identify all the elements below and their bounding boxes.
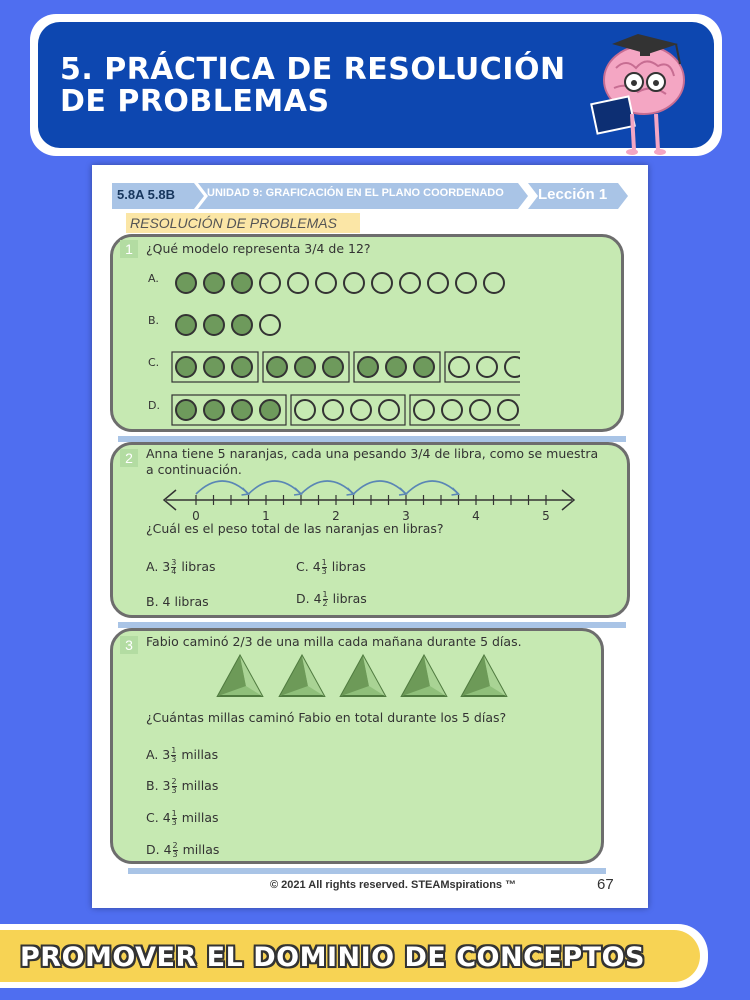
q3-option-a-unit: millas bbox=[181, 747, 219, 762]
q3-option-d-unit: millas bbox=[182, 842, 220, 857]
pyramid-icon bbox=[402, 656, 446, 696]
title-card-inner bbox=[38, 22, 714, 148]
q2-option-d[interactable] bbox=[296, 591, 367, 608]
q1-filled-circle bbox=[267, 357, 287, 377]
q3-option-c-fraction bbox=[172, 810, 177, 827]
tick-label: 4 bbox=[472, 509, 480, 523]
q1-empty-circle bbox=[442, 400, 462, 420]
jump-arc bbox=[196, 481, 249, 494]
q1-option-model[interactable] bbox=[170, 393, 520, 427]
q2-option-d-den: 2 bbox=[322, 599, 328, 608]
q1-empty-circle bbox=[505, 357, 520, 377]
q2-option-c-num: 1 bbox=[321, 558, 327, 567]
q3-option-d-whole: 4 bbox=[163, 842, 172, 857]
jump-arrowhead bbox=[452, 488, 459, 495]
q1-filled-circle bbox=[414, 357, 434, 377]
brain-mascot-icon bbox=[586, 28, 696, 156]
q1-filled-circle bbox=[204, 273, 224, 293]
jump-arc bbox=[406, 481, 459, 494]
q1-filled-circle bbox=[260, 400, 280, 420]
q1-filled-circle bbox=[232, 273, 252, 293]
q2-option-a-den: 4 bbox=[171, 567, 177, 576]
q1-filled-circle bbox=[232, 357, 252, 377]
q2-option-d-letter: D. bbox=[296, 591, 310, 606]
q2-option-c-letter: C. bbox=[296, 559, 309, 574]
q2-option-c-whole: 4 bbox=[312, 559, 321, 574]
q3-option-c-unit: millas bbox=[181, 810, 219, 825]
q1-filled-circle bbox=[295, 357, 315, 377]
q1-filled-circle bbox=[176, 357, 196, 377]
page-title bbox=[60, 54, 600, 118]
q3-option-d-letter: D. bbox=[146, 842, 160, 857]
q1-filled-circle bbox=[204, 400, 224, 420]
q1-empty-circle bbox=[351, 400, 371, 420]
q3-option-c-whole: 4 bbox=[162, 810, 171, 825]
pyramid-row bbox=[210, 654, 510, 698]
q1-empty-circle bbox=[260, 273, 280, 293]
q1-empty-circle bbox=[484, 273, 504, 293]
question-2-subquestion: ¿Cuál es el peso total de las naranjas en libras? bbox=[146, 521, 444, 536]
question-3-number: 3 bbox=[120, 636, 138, 654]
q1-empty-circle bbox=[316, 273, 336, 293]
q3-option-a[interactable] bbox=[146, 747, 218, 764]
tick-label: 1 bbox=[262, 509, 270, 523]
q3-option-d-den: 3 bbox=[172, 850, 178, 859]
tick-label: 2 bbox=[332, 509, 340, 523]
number-line bbox=[160, 470, 580, 524]
bottom-banner bbox=[0, 924, 708, 988]
copyright-text: © 2021 All rights reserved. STEAMspirations ™ bbox=[270, 879, 517, 891]
q3-option-b-fraction bbox=[172, 778, 177, 795]
q3-option-b-whole: 3 bbox=[162, 778, 171, 793]
q3-option-b-num: 2 bbox=[171, 777, 177, 786]
q1-empty-circle bbox=[414, 400, 434, 420]
bottom-banner-inner bbox=[0, 930, 700, 982]
q1-option-letter: C. bbox=[148, 356, 160, 369]
q1-filled-circle bbox=[232, 315, 252, 335]
jump-arrowhead bbox=[347, 488, 354, 495]
tick-label: 0 bbox=[192, 509, 200, 523]
q2-option-a[interactable] bbox=[146, 559, 216, 576]
q1-option-model[interactable] bbox=[170, 350, 520, 384]
q2-option-a-num: 3 bbox=[171, 558, 177, 567]
jump-arc bbox=[301, 481, 354, 494]
q3-option-d-num: 2 bbox=[172, 841, 178, 850]
lesson-label: Lección 1 bbox=[538, 186, 608, 203]
q2-option-d-unit: libras bbox=[332, 591, 367, 606]
question-1-text: ¿Qué modelo representa 3/4 de 12? bbox=[146, 241, 371, 256]
q1-empty-circle bbox=[379, 400, 399, 420]
q3-option-c-letter: C. bbox=[146, 810, 159, 825]
q1-empty-circle bbox=[372, 273, 392, 293]
question-3-text: Fabio caminó 2/3 de una milla cada mañana durante 5 días. bbox=[146, 634, 522, 649]
standards-label bbox=[114, 183, 204, 208]
q3-option-c-num: 1 bbox=[171, 809, 177, 818]
page-title-line2: DE PROBLEMAS bbox=[60, 84, 330, 119]
title-card bbox=[30, 14, 722, 156]
q3-option-c-den: 3 bbox=[171, 818, 177, 827]
page-number: 67 bbox=[597, 876, 614, 893]
q1-empty-circle bbox=[498, 400, 518, 420]
q3-option-a-num: 1 bbox=[171, 746, 177, 755]
q2-option-c-unit: libras bbox=[331, 559, 366, 574]
q1-empty-circle bbox=[344, 273, 364, 293]
pyramid-icon bbox=[462, 656, 506, 696]
divider-3 bbox=[128, 868, 606, 874]
q1-filled-circle bbox=[232, 400, 252, 420]
q1-empty-circle bbox=[288, 273, 308, 293]
question-2-text-line2: a continuación. bbox=[146, 462, 242, 477]
q1-empty-circle bbox=[260, 315, 280, 335]
jump-arc bbox=[354, 481, 407, 494]
q2-option-a-letter: A. bbox=[146, 559, 159, 574]
question-3-subquestion: ¿Cuántas millas caminó Fabio en total durante los 5 días? bbox=[146, 710, 507, 725]
q1-empty-circle bbox=[470, 400, 490, 420]
question-2-text-line1: Anna tiene 5 naranjas, cada una pesando 3/4 de libra, como se muestra bbox=[146, 446, 599, 461]
q2-option-d-num: 1 bbox=[322, 590, 328, 599]
jump-arrowhead bbox=[242, 488, 249, 495]
q2-option-c[interactable] bbox=[296, 559, 366, 576]
q1-option-letter: D. bbox=[148, 399, 160, 412]
q1-filled-circle bbox=[323, 357, 343, 377]
q3-option-a-whole: 3 bbox=[162, 747, 171, 762]
tick-label: 3 bbox=[402, 509, 410, 523]
q1-option-model[interactable] bbox=[170, 266, 520, 300]
pyramid-icon bbox=[218, 656, 262, 696]
q3-option-b-letter: B. bbox=[146, 778, 159, 793]
q3-option-b[interactable] bbox=[146, 778, 218, 795]
bottom-banner-text: PROMOVER EL DOMINIO DE CONCEPTOS bbox=[20, 942, 645, 973]
q2-option-c-fraction bbox=[322, 559, 327, 576]
q2-option-a-unit: libras bbox=[181, 559, 216, 574]
q1-option-letter: A. bbox=[148, 272, 159, 285]
q1-filled-circle bbox=[386, 357, 406, 377]
q3-option-b-den: 3 bbox=[171, 786, 177, 795]
q1-option-model[interactable] bbox=[170, 308, 520, 342]
q3-option-a-den: 3 bbox=[171, 755, 177, 764]
q1-filled-circle bbox=[176, 315, 196, 335]
q3-option-a-letter: A. bbox=[146, 747, 159, 762]
pyramid-icon bbox=[341, 656, 385, 696]
q1-empty-circle bbox=[400, 273, 420, 293]
question-1-number: 1 bbox=[120, 240, 138, 258]
q1-filled-circle bbox=[204, 357, 224, 377]
q2-option-c-den: 3 bbox=[321, 567, 327, 576]
q1-empty-circle bbox=[449, 357, 469, 377]
q2-option-d-whole: 4 bbox=[313, 591, 322, 606]
q3-option-b-unit: millas bbox=[181, 778, 219, 793]
q2-option-b[interactable] bbox=[146, 594, 209, 609]
q1-empty-circle bbox=[456, 273, 476, 293]
standards-text: 5.8A 5.8B bbox=[117, 187, 176, 202]
q1-empty-circle bbox=[295, 400, 315, 420]
q1-empty-circle bbox=[428, 273, 448, 293]
q1-filled-circle bbox=[176, 273, 196, 293]
tick-label: 5 bbox=[542, 509, 550, 523]
q1-filled-circle bbox=[176, 400, 196, 420]
jump-arrowhead bbox=[294, 488, 301, 495]
unit-title: UNIDAD 9: GRAFICACIÓN EN EL PLANO COORDENADO bbox=[207, 187, 504, 199]
jump-arc bbox=[249, 481, 302, 494]
q1-filled-circle bbox=[204, 315, 224, 335]
pyramid-icon bbox=[280, 656, 324, 696]
q1-option-letter: B. bbox=[148, 314, 160, 327]
q1-empty-circle bbox=[477, 357, 497, 377]
q3-option-a-fraction bbox=[171, 747, 176, 764]
page-title-line1: 5. PRÁCTICA DE RESOLUCIÓN bbox=[60, 52, 566, 87]
q1-empty-circle bbox=[323, 400, 343, 420]
q2-option-a-whole: 3 bbox=[162, 559, 171, 574]
q3-option-c[interactable] bbox=[146, 810, 219, 827]
question-2-number: 2 bbox=[120, 449, 138, 467]
q3-option-d-fraction bbox=[173, 842, 178, 859]
jump-arrowhead bbox=[399, 488, 406, 495]
q2-option-b-letter: B. bbox=[146, 594, 159, 609]
q2-option-b-text: 4 libras bbox=[162, 594, 209, 609]
q1-filled-circle bbox=[358, 357, 378, 377]
q2-option-d-fraction bbox=[323, 591, 328, 608]
q2-option-a-fraction bbox=[171, 559, 176, 576]
q3-option-d[interactable] bbox=[146, 842, 219, 859]
section-title: RESOLUCIÓN DE PROBLEMAS bbox=[126, 213, 360, 233]
